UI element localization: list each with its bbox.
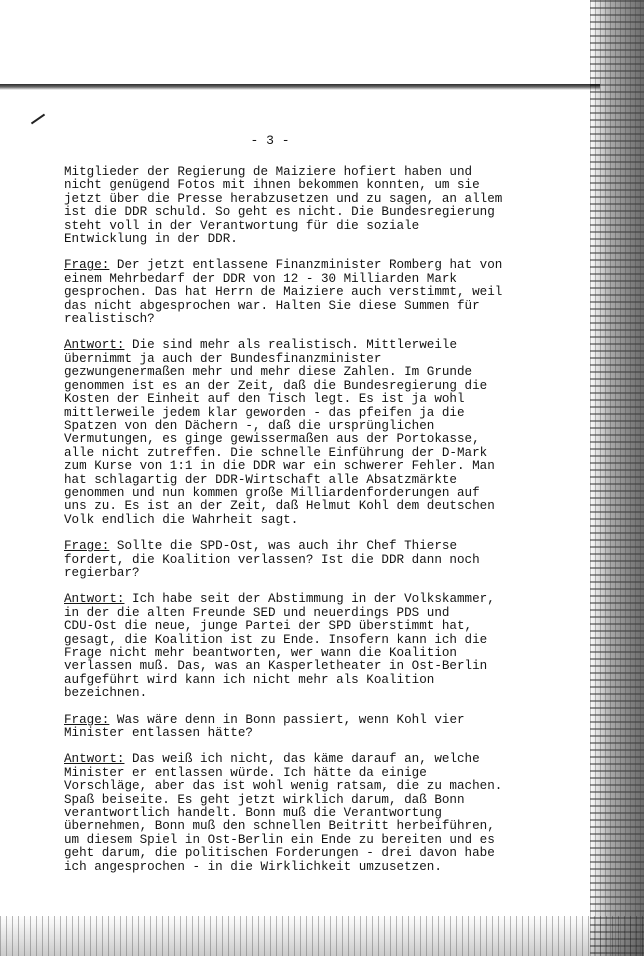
paragraph (64, 165, 503, 247)
text-line (64, 593, 494, 606)
text-line (64, 393, 494, 406)
text-line (64, 620, 494, 633)
line-text: Das weiß ich nicht, das käme darauf an, welche (124, 752, 480, 767)
line-text: aufgeführt wird kann ich nicht mehr als Koalition (64, 672, 435, 687)
paragraph (64, 593, 494, 700)
line-text: zum Kurse von 1:1 in die DDR war ein schwerer Fehler. Man (64, 459, 495, 474)
line-text: Die sind mehr als realistisch. Mittlerweile (124, 338, 457, 353)
text-line (64, 847, 494, 860)
text-line (64, 191, 503, 206)
line-text: Ich habe seit der Abstimmung in der Volkskammer, (124, 592, 495, 607)
line-text: hat schlagartig der DDR-Wirtschaft alle Absatzmärkte (64, 472, 457, 487)
text-line (64, 447, 494, 460)
text-line (64, 500, 494, 513)
line-text: jetzt über die Presse herabzusetzen und zu sagen, an allem (64, 191, 503, 206)
line-text: Minister entlassen hätte? (64, 726, 253, 741)
text-line (64, 820, 494, 833)
paragraph (64, 540, 494, 580)
text-line (64, 474, 494, 487)
line-text: verlassen muß. Das, was an Kasperletheater in Ost-Berlin (64, 659, 488, 674)
text-line (64, 660, 494, 673)
line-text: Spatzen von den Dächern -, daß die ursprünglichen (64, 418, 435, 433)
text-line (64, 460, 494, 473)
line-text: Entwicklung in der DDR. (64, 232, 238, 247)
line-text: das nicht abgesprochen war. Halten Sie diese Summen für (64, 298, 480, 313)
line-text: übernehmen, Bonn muß den schnellen Beitritt herbeiführen, (64, 819, 495, 834)
line-text: mittlerweile jedem klar geworden - das pfeifen ja die (64, 405, 465, 420)
text-line (64, 366, 494, 379)
text-line (64, 487, 494, 500)
line-text: übernimmt ja auch der Bundesfinanzminister (64, 351, 382, 366)
document-body (64, 165, 503, 887)
text-line (64, 834, 494, 847)
line-text: ich angesprochen - in die Wirklichkeit umzusetzen. (64, 859, 442, 874)
scan-right-edge-noise (590, 0, 644, 956)
line-text: nicht genügend Fotos mit ihnen bekommen konnten, um sie (64, 178, 480, 193)
line-text: in der die alten Freunde SED und neuerdings PDS und (64, 605, 450, 620)
text-line (64, 339, 494, 352)
line-text: Sollte die SPD-Ost, was auch ihr Chef Thierse (109, 539, 458, 554)
text-line (64, 554, 494, 567)
line-text: Der jetzt entlassene Finanzminister Romberg hat von (109, 258, 503, 273)
text-line (64, 258, 503, 273)
text-line (64, 861, 494, 874)
pen-mark (31, 114, 45, 125)
line-text: genommen und nun kommen große Milliardenforderungen auf (64, 485, 480, 500)
line-text: Spaß beiseite. Es geht jetzt wirklich darum, daß Bonn (64, 792, 465, 807)
line-text: um diesem Spiel in Ost-Berlin ein Ende zu bereiten und es (64, 832, 495, 847)
scan-bottom-edge-noise (0, 916, 644, 956)
text-line (64, 407, 494, 420)
line-text: CDU-Ost die neue, junge Partei der SPD überstimmt hat, (64, 619, 473, 634)
text-line (64, 767, 494, 780)
line-text: bezeichnen. (64, 686, 148, 701)
line-text: Vorschläge, aber das ist wohl wenig ratsam, die zu machen. (64, 779, 503, 794)
line-text: fordert, die Koalition verlassen? Ist die DDR dann noch (64, 552, 480, 567)
line-text: genommen ist es an der Zeit, daß die Bundesregierung die (64, 378, 488, 393)
text-line (64, 206, 494, 219)
text-line (64, 753, 494, 766)
text-line (64, 647, 494, 660)
speaker-label: Antwort: (64, 338, 125, 353)
line-text: geht darum, die politischen Forderungen - drei davon habe (64, 846, 495, 861)
line-text: realistisch? (64, 312, 155, 327)
line-text: alle nicht zutreffen. Die schnelle Einführung der D-Mark (64, 445, 488, 460)
line-text: Frage nicht mehr beantworten, wer wann die Koalition (64, 646, 457, 660)
text-line (64, 433, 494, 446)
text-line (64, 273, 494, 286)
paragraph (64, 258, 503, 327)
speaker-label: Frage: (64, 712, 110, 727)
text-line (64, 353, 494, 366)
line-text: regierbar? (64, 565, 140, 580)
line-text: Kosten der Einheit auf den Tisch legt. Es ist ja wohl (64, 392, 465, 407)
text-line (64, 380, 494, 393)
text-line (64, 233, 494, 246)
text-line (64, 807, 494, 820)
paragraph (64, 339, 494, 527)
text-line (64, 794, 494, 807)
speaker-label: Frage: (64, 258, 110, 273)
text-line (64, 634, 494, 647)
text-line (64, 166, 494, 179)
speaker-label: Frage: (64, 539, 110, 554)
line-text: verantwortlich handelt. Bonn muß die Verantwortung (64, 806, 442, 821)
paragraph (64, 714, 494, 741)
speaker-label: Antwort: (64, 752, 125, 767)
text-line (64, 514, 494, 527)
scan-page-edge (0, 84, 600, 90)
line-text: Volk endlich die Wahrheit sagt. (64, 512, 299, 527)
line-text: Mitglieder der Regierung de Maiziere hofiert haben und (64, 165, 473, 179)
text-line (64, 300, 494, 313)
text-line (64, 420, 494, 433)
line-text: einem Mehrbedarf der DDR von 12 - 30 Milliarden Mark (64, 271, 457, 286)
page-number: - 3 - (250, 133, 290, 148)
line-text: gezwungenermaßen mehr und mehr diese Zahlen. Im Grunde (64, 365, 473, 380)
scan-top-margin (0, 0, 644, 88)
speaker-label: Antwort: (64, 592, 125, 607)
text-line (64, 313, 494, 326)
text-line (64, 540, 494, 553)
text-line (64, 567, 494, 580)
text-line (64, 607, 494, 620)
text-line (64, 674, 494, 687)
line-text: Was wäre denn in Bonn passiert, wenn Kohl vier (109, 712, 465, 727)
line-text: gesprochen. Das hat Herrn de Maiziere auch verstimmt, weil (64, 285, 503, 300)
text-line (64, 285, 503, 300)
line-text: gesagt, die Koalition ist zu Ende. Insofern kann ich die (64, 632, 488, 647)
line-text: ist die DDR schuld. So geht es nicht. Die Bundesregierung (64, 205, 495, 220)
line-text: Vermutungen, es ginge gewissermaßen aus der Portokasse, (64, 432, 480, 447)
paragraph (64, 752, 503, 874)
text-line (64, 779, 503, 794)
line-text: uns zu. Es ist an der Zeit, daß Helmut Kohl dem deutschen (64, 499, 495, 514)
text-line (64, 179, 494, 192)
line-text: steht voll in der Verantwortung für die soziale (64, 218, 420, 233)
line-text: Minister er entlassen würde. Ich hätte da einige (64, 765, 427, 780)
text-line (64, 727, 494, 740)
text-line (64, 687, 494, 700)
text-line (64, 220, 494, 233)
text-line (64, 714, 494, 727)
